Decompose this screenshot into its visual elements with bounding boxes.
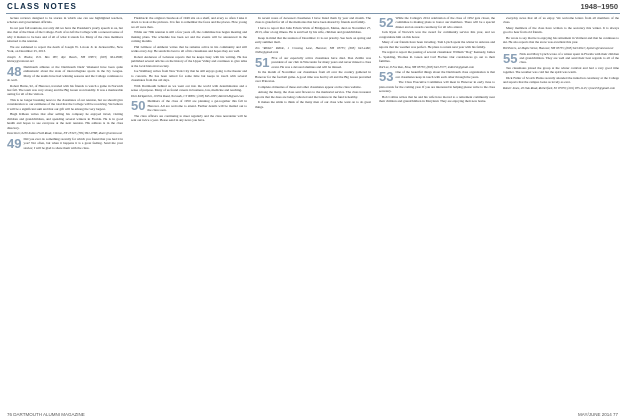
note-paragraph	[7, 65, 123, 83]
address-text: Ted Lee, 8 Fox Run, Etna, NH 03750; (603) 643-5577; tedlee52@gmail.com	[379, 64, 475, 69]
text-column-2	[131, 16, 247, 406]
paragraph-text: Robert Anderson of Lebanon reports that he keeps busy with his writing. He has published several articles on the history of the Upper Valley and continues to give talks at the local historical society.	[131, 54, 247, 68]
note-paragraph	[255, 70, 371, 83]
note-paragraph	[131, 16, 247, 29]
note-paragraph	[7, 112, 123, 130]
paragraph-text: In our past fall reunions, not only did we have the President's yearly speech to us, but also that of the Dean of the College. Each of us left the College with a renewed sense of why it matters to be here and of all of what it stands for. Many of the class members returned to the reunion.	[7, 26, 123, 44]
text-column-4	[379, 16, 495, 406]
footer-right	[578, 412, 618, 417]
paragraph-text: Jack Ryan of Norwich won the award for community service this year, and we congratulate him on this honor.	[379, 30, 495, 39]
page-header	[0, 0, 626, 16]
note-paragraph	[7, 45, 123, 54]
paragraph-text: In recent notes of deceased classmates I have listed them by year and month. The class is grateful for all of the memories that have been shared by friends and family.	[255, 16, 371, 25]
paragraph-text: Many of our friends have been traveling. Tom Lynch spent the winter in Arizona and reports that the weather was perfect. He plans to return next year with his family.	[379, 40, 495, 49]
note-paragraph	[7, 84, 123, 97]
paragraph-text: Dartmouth athletes at the Dartmouth Dads' Weekend have been quite enthusiastic about the state of intercollegiate sports in the Ivy League. Many of the teams have had winning seasons and the College continues to do well.	[7, 64, 123, 83]
note-paragraph	[379, 69, 495, 85]
class-secretary-address	[131, 94, 247, 98]
note-paragraph	[503, 16, 619, 25]
header-rule	[6, 13, 620, 14]
note-paragraph	[7, 98, 123, 111]
note-paragraph	[379, 80, 495, 93]
class-year-numeral: 53	[379, 69, 394, 85]
class-year-numeral: 50	[131, 98, 146, 114]
paragraph-text: Keep in mind that the reunion of December 11 is our priority. See back on spring and early summer mail.	[255, 36, 371, 45]
class-secretary-address	[7, 131, 123, 135]
note-paragraph	[503, 52, 619, 65]
address-text: Jim "Ribble" Ribble, 1 Crossing Lane, Hanover, NH 03755; (603) 643-4482; ribble@gmail.com	[255, 46, 371, 55]
note-paragraph	[131, 55, 247, 68]
paragraph-text: While our 70th reunion is still a few years off, the committee has begun meeting and making plans. The schedule has been set and the events will be announced in the coming months.	[131, 30, 247, 44]
note-paragraph	[7, 16, 123, 25]
address-text: Dave Kurr, 6250 Indian Field Road, Clinton, NY 13323; (781) 891-0788; dkurr@verizon.net	[7, 131, 123, 136]
class-year-numeral: 51	[255, 55, 270, 70]
note-paragraph	[379, 30, 495, 39]
text-column-1	[7, 16, 123, 406]
paragraph-text: Bob Collins writes that he and his wife have moved to a retirement community near their children and grandchildren in Maryland. They are enjoying their new home.	[379, 94, 495, 104]
note-paragraph	[503, 36, 619, 45]
paragraph-text: Did you ever do something recently for which you found that you had it in you? Not often, but when it happens it is a great feeling. Send me your stories; I will be glad to share them with the class.	[23, 136, 123, 150]
class-year-numeral: 48	[7, 63, 22, 79]
paragraph-text: It makes me smile to think of the many men of our class who went on to do great things.	[255, 100, 371, 109]
class-year-numeral: 52	[379, 16, 394, 30]
text-column-5	[503, 16, 619, 406]
note-paragraph	[131, 69, 247, 82]
paragraph-text: Joe Wahlberg writes from New York City that he still enjoys going to the theater and to concerts. He has been retired for some time but keeps in touch with several classmates from the old days.	[131, 69, 247, 83]
note-paragraph	[503, 76, 619, 85]
class-secretary-address	[255, 46, 371, 55]
right-page-number: 77	[612, 412, 618, 417]
paragraph-text: Flashback: the original classbook of 1949 sits on a shelf, and every so often I take it down to look at the pictures. It is fun to remember the faces and the places. How young we all were then.	[131, 16, 247, 29]
class-secretary-address	[503, 46, 619, 50]
paragraph-text: Phil Gilmore of Amherst writes that he remains active in his community and still walks every day. He sends his best to all of his classmates and hopes they are well.	[131, 44, 247, 54]
left-page-number: 76	[7, 412, 13, 417]
note-paragraph	[131, 114, 247, 123]
note-paragraph	[7, 137, 123, 150]
paragraph-text: With Dartmouth behind us we went out into the world with determination and a sense of purpose. Many of us found careers in business, law, medicine and teaching.	[131, 83, 247, 93]
paragraph-text: One of the beautiful things about the Dartmouth class organization is that our classmates keep in touch with each other through the years.	[395, 70, 495, 79]
note-paragraph	[255, 56, 371, 69]
class-secretary-address	[7, 55, 123, 64]
note-paragraph	[131, 45, 247, 54]
paragraph-text: We are saddened to report the death of Joseph W. Lavoie Jr. in Jacksonville, New York, on December 25, 2013.	[7, 44, 123, 54]
class-secretary-address	[379, 65, 495, 69]
paragraph-text: While the College's 2014 celebration of the class of 1952 gets closer, the committee is making plans to honor our members. There will be a special dinner and an awards ceremony for all who attend.	[395, 16, 495, 29]
section-title: CLASS NOTES	[7, 2, 78, 11]
note-paragraph	[379, 16, 495, 29]
paragraph-text: Hugh Killeen writes that after selling his company he enjoyed travel, visiting children and grandchildren, and spending several winters in Florida. He is in good health and hopes to see everyone at the next reunion. His address is in the class directory.	[7, 112, 123, 130]
paragraph-text: lecture reviews designed to be stories in which one can see highlighted teachers, scholars and government officials.	[7, 16, 123, 25]
note-paragraph	[255, 85, 371, 89]
text-column-3	[255, 16, 371, 406]
class-year-numeral: 49	[7, 135, 22, 151]
paragraph-text: everyday news that all of us enjoy. We welcome letters from all members of the class.	[503, 16, 619, 25]
class-secretary-address	[503, 86, 619, 90]
class-year-range: 1948–1950	[580, 2, 618, 11]
note-paragraph	[7, 26, 123, 44]
paragraph-text: Robert Burns, 92, of Hanover, traveled with his friends to watch a game in Norwich last fall. The team was very strong and the Big Green won handily. It was a memorable outing for all of the visitors.	[7, 83, 123, 97]
address-text: Robert Jones, 20 Oak Road, Rutherford, NJ 07070; (201) 935-1145; rjones55@gmail.com	[503, 86, 615, 90]
paragraph-text: Nick and Mary Lynch wrote of a winter spent in Florida with their children and grandchildren. They are well and send their best regards to all of the class.	[519, 51, 619, 65]
paragraph-text: Among the many, the class sent flowers to the memorial service. The class treasurer reports that the dues are being collected and the balance in the fund is healthy.	[255, 90, 371, 99]
note-paragraph	[379, 40, 495, 49]
footer-left	[7, 412, 85, 417]
note-paragraph	[503, 26, 619, 35]
note-paragraph	[255, 16, 371, 25]
paragraph-text: We regret to report the passing of several classmates: William "Dog" Kennedy, James L. Spalding, Thomas R. Green and Carl Fischer. Our condolences go out to their families.	[379, 50, 495, 64]
paragraph-text: I have to report that John Edwin Watts of Bridgeport, Maine, died on November 27, 2013, after a long illness. He is survived by his wife, children and grandchildren.	[255, 26, 371, 35]
left-magazine-name: DARTMOUTH ALUMNI MAGAZINE	[13, 412, 85, 417]
page-footer	[0, 409, 626, 420]
note-paragraph	[131, 30, 247, 43]
class-year-numeral: 55	[503, 50, 518, 66]
note-paragraph	[255, 26, 371, 35]
note-paragraph	[503, 66, 619, 75]
paragraph-text: In the month of November our classmates from all over the country gathered in Hanover for the football game. A good time was had by all and the Big Green prevailed over Princeton.	[255, 70, 371, 84]
paragraph-text: This is no longer breaking news to the classmates of our reunion, but we should give consideration to our estimates of the total that the College will be receiving. We believe it will be a significant sum and that our gift will be among the very largest.	[7, 98, 123, 111]
note-paragraph	[131, 84, 247, 93]
note-paragraph	[379, 50, 495, 63]
paragraph-text: He wrote to say that he is enjoying his retirement in Vermont and that he continues to ski. He also reports that the snow was excellent this year.	[503, 36, 619, 45]
paragraph-text: Members of the class of 1950 are planning a get-together this fall in Hanover. All are welcome to attend. Further details will be mailed out to the class soon.	[147, 99, 247, 113]
paragraph-text: Many members of the class have written to the secretary this winter. It is always good to hear from old friends.	[503, 26, 619, 35]
paragraph-text: Five of our especially active classmates have died. Don Zeitlin was president of our club in Wisconsin for many years and never missed a class event. He was a devoted alumnus and will be missed.	[271, 56, 371, 69]
note-paragraph	[379, 95, 495, 104]
paragraph-text: The class officers are continuing to meet regularly and the class newsletter will be sent out twice a year. Please send in any news you have.	[131, 113, 247, 123]
address-text: Dick Kirkpatrick, 10 Elm Road, Norwalk, CT 06851; (203) 845-2095; dkirk1949@aol.com	[131, 93, 244, 98]
note-paragraph	[255, 90, 371, 99]
address-text: Joseph S. Blaine, P.O. Box 987, Rye Beach, NH 03871; (603) 964-9996; blainey@comcast.net	[7, 54, 123, 64]
note-paragraph	[255, 36, 371, 45]
paragraph-text: Ten classmates joined the group at the winter carnival and had a very good time together. The weather was cold but the spirit was warm.	[503, 66, 619, 75]
address-text: Bill Peters, 42 Maple Street, Hanover, NH 03755; (603) 643-9021; bpeters@comcast.net	[503, 46, 614, 50]
note-paragraph	[131, 99, 247, 112]
right-issue-date: MAY/JUNE 2014	[578, 412, 612, 417]
note-paragraph	[255, 100, 371, 109]
paragraph-text: Dick Fuller of Scotch Plains recently attended the induction ceremony at the College and reports that the campus looks as lovely as ever.	[503, 76, 619, 85]
paragraph-text: The Class Executive Committee will meet in Hanover in early June to plan events for the coming year. If you are interested in helping please write to the class secretary.	[379, 80, 495, 94]
paragraph-text: Complete obituaries of these and other classmates appear on the class website.	[258, 84, 362, 89]
